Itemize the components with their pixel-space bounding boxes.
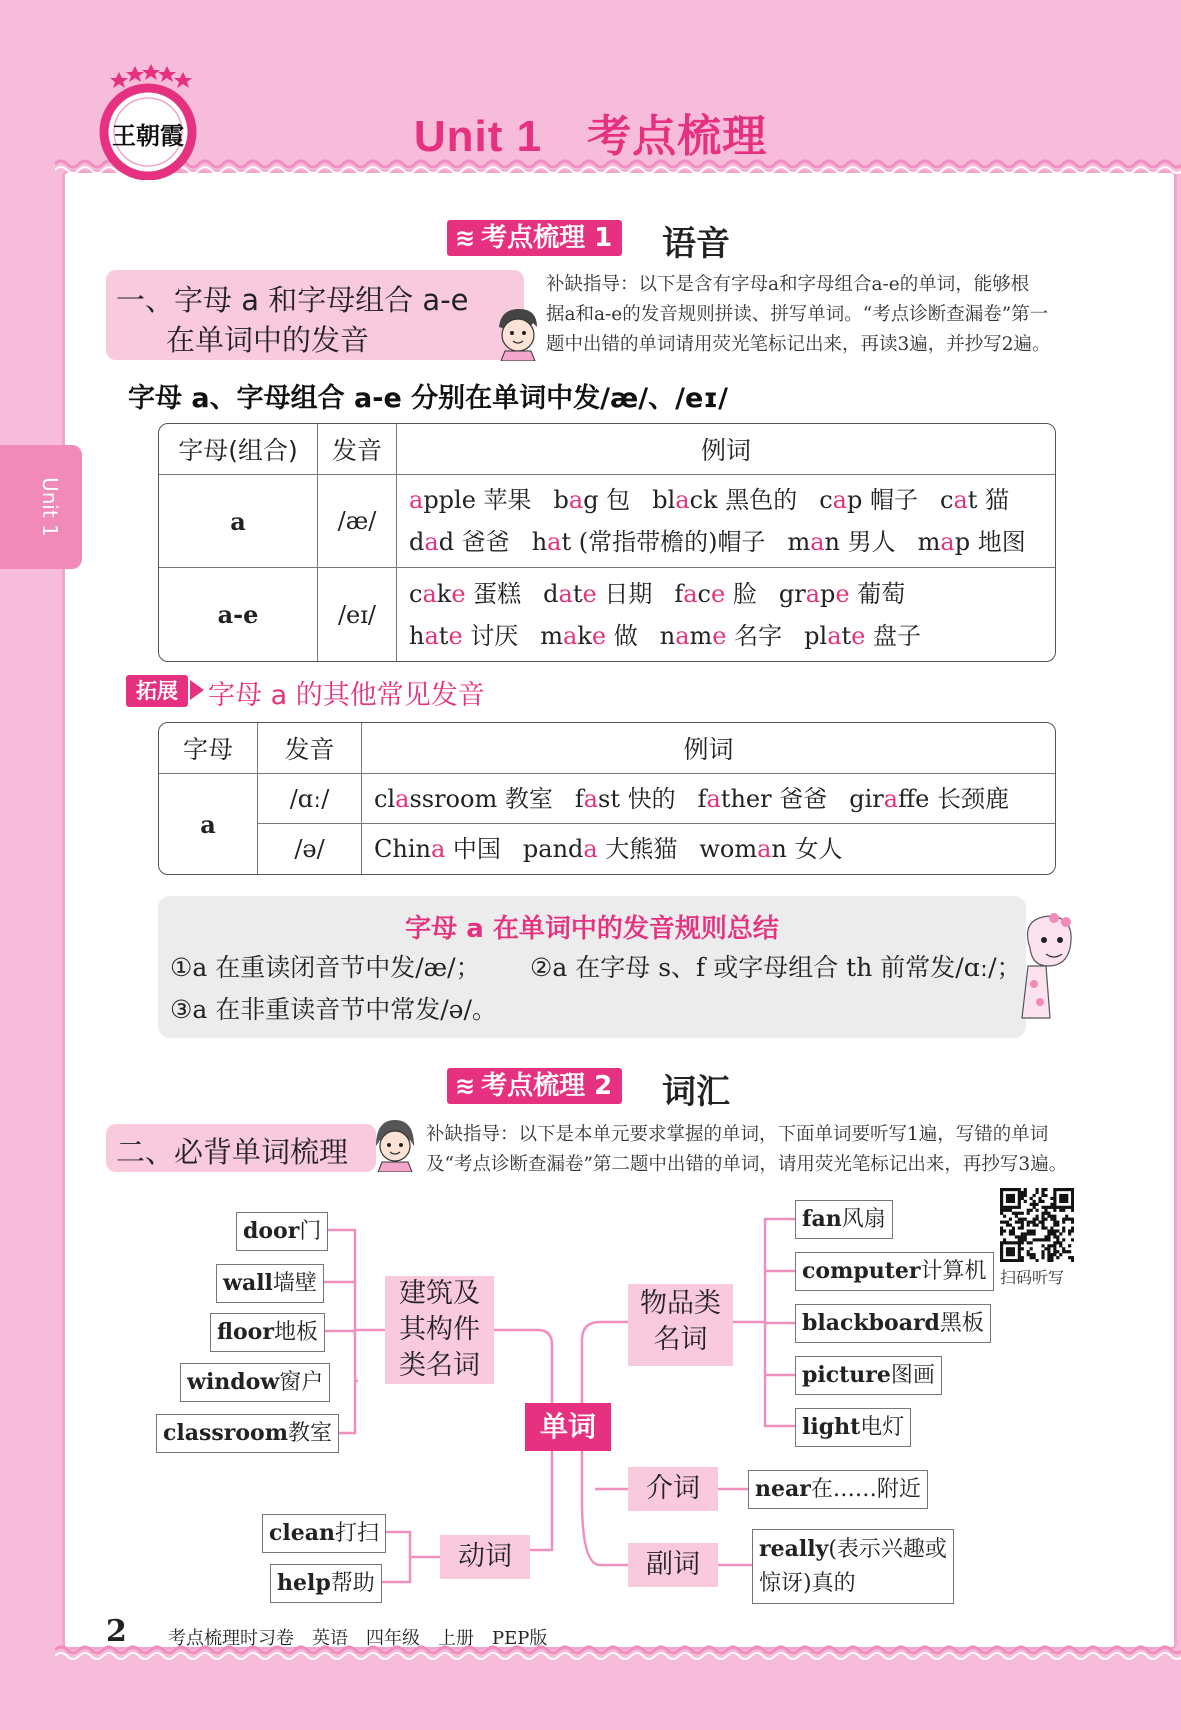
section-title-1: 语音 (662, 224, 730, 264)
cell-letter-a: a (159, 475, 318, 568)
word-floor: floor地板 (210, 1313, 325, 1352)
note-line: 据a和a-e的发音规则拼读、拼写单词。“考点诊断查漏卷”第一 (546, 304, 1049, 325)
example-word: date 日期 (543, 579, 653, 608)
th-examples: 例词 (397, 424, 1055, 475)
example-word: name 名字 (659, 621, 783, 650)
word-door: door门 (236, 1212, 328, 1251)
category-adverbs: 副词 (628, 1543, 718, 1587)
word-wall: wall墙壁 (216, 1264, 324, 1303)
example-word: man 男人 (787, 528, 896, 556)
word-fan: fan风扇 (795, 1200, 893, 1239)
example-word: bag 包 (553, 486, 631, 514)
category-line: 建筑及 (399, 1278, 480, 1309)
th-examples: 例词 (362, 723, 1055, 774)
category-verbs: 动词 (440, 1535, 530, 1579)
word-clean: clean打扫 (262, 1514, 386, 1553)
note-line: 及“考点诊断查漏卷”第二题中出错的单词，请用荧光笔标记出来，再抄写3遍。 (426, 1154, 1068, 1175)
logo-text: 王朝霞 (112, 121, 184, 150)
cell-letter-a-e: a-e (159, 568, 318, 661)
part1-heading-line2: 在单词中的发音 (166, 323, 370, 357)
section-badge-label: 考点梳理 2 (481, 1071, 613, 1101)
word-near: near在……附近 (748, 1470, 928, 1509)
category-line: 其构件 (399, 1314, 480, 1345)
example-word: grape 葡萄 (778, 579, 906, 608)
example-word: hate 讨厌 (409, 621, 519, 650)
example-word: classroom 教室 (374, 784, 553, 813)
cell-letter-a: a (159, 774, 258, 874)
word-window: window窗户 (180, 1363, 330, 1402)
th-sound: 发音 (318, 424, 397, 475)
example-word: cap 帽子 (819, 486, 918, 514)
word-help: help帮助 (270, 1564, 382, 1603)
category-prepositions: 介词 (628, 1467, 718, 1511)
cell-sound-ae: /æ/ (318, 475, 397, 568)
example-word: plate 盘子 (804, 621, 921, 650)
th-letter: 字母(组合) (159, 424, 318, 475)
extension-heading: 字母 a 的其他常见发音 (208, 680, 485, 711)
summary-rule-3: ③a 在非重读音节中常发/ə/。 (170, 995, 497, 1024)
example-word: fast 快的 (574, 784, 676, 813)
part1-heading-line1: 一、字母 a 和字母组合 a-e (116, 283, 469, 317)
category-item-nouns (628, 1284, 733, 1366)
example-word: dad 爸爸 (409, 528, 510, 556)
category-line: 名词 (653, 1324, 708, 1355)
th-sound: 发音 (258, 723, 362, 774)
section-badge-label: 考点梳理 1 (481, 223, 613, 253)
note-line: 补缺指导：以下是含有字母a和字母组合a-e的单词，能够根 (546, 274, 1030, 295)
extension-tag: 拓展 (126, 675, 188, 707)
category-line: 类名词 (399, 1350, 480, 1381)
example-word: black 黑色的 (652, 486, 798, 514)
th-letter: 字母 (159, 723, 258, 774)
example-word: panda 大熊猫 (522, 835, 678, 863)
note-line: 补缺指导：以下是本单元要求掌握的单词，下面单词要听写1遍，写错的单词 (426, 1124, 1049, 1145)
example-word: face 脸 (674, 579, 757, 608)
word-blackboard: blackboard黑板 (795, 1304, 991, 1343)
page-title: Unit 1 考点梳理 (413, 112, 768, 161)
example-word: apple 苹果 (409, 486, 532, 514)
example-word: giraffe 长颈鹿 (849, 784, 1009, 813)
summary-rule-2: ②a 在字母 s、f 或字母组合 th 前常发/ɑː/； (530, 953, 1022, 982)
word-computer: computer计算机 (795, 1252, 994, 1291)
cell-sound-schwa: /ə/ (258, 824, 362, 874)
cell-sound-ei: /eɪ/ (318, 568, 397, 661)
word-light: light电灯 (795, 1408, 911, 1447)
note-line: 题中出错的单词请用荧光笔标记出来，再读3遍，并抄写2遍。 (546, 334, 1051, 355)
center-node-words: 单词 (525, 1403, 611, 1451)
word-picture: picture图画 (795, 1356, 942, 1395)
example-word: make 做 (540, 621, 638, 650)
example-word: father 爸爸 (697, 784, 828, 813)
footer-text: 考点梳理时习卷 英语 四年级 上册 PEP版 (168, 1628, 548, 1649)
example-word: woman 女人 (699, 835, 843, 863)
example-word: map 地图 (917, 528, 1026, 556)
example-word: cat 猫 (939, 486, 1010, 514)
menu-bars-icon: ≋ (455, 224, 476, 252)
section-title-2: 词汇 (662, 1072, 730, 1112)
example-word: cake 蛋糕 (409, 579, 522, 608)
part2-heading: 二、必背单词梳理 (116, 1135, 349, 1169)
example-word: China 中国 (374, 835, 501, 863)
category-line: 物品类 (640, 1288, 721, 1319)
example-word: hat (常指带檐的)帽子 (531, 528, 766, 556)
summary-rule-1: ①a 在重读闭音节中发/æ/； (170, 953, 481, 982)
word-classroom: classroom教室 (156, 1414, 339, 1453)
menu-bars-icon: ≋ (455, 1072, 476, 1100)
summary-heading: 字母 a 在单词中的发音规则总结 (405, 914, 779, 944)
side-tab-label: Unit 1 (38, 477, 62, 537)
rule-statement: 字母 a、字母组合 a-e 分别在单词中发/æ/、/eɪ/ (128, 383, 728, 414)
qr-label: 扫码听写 (1000, 1268, 1065, 1287)
word-really: really(表示兴趣或 惊讶)真的 (752, 1529, 954, 1604)
cell-sound-a-long: /ɑː/ (258, 774, 362, 824)
page-number: 2 (106, 1614, 127, 1649)
category-building-nouns (385, 1276, 494, 1384)
